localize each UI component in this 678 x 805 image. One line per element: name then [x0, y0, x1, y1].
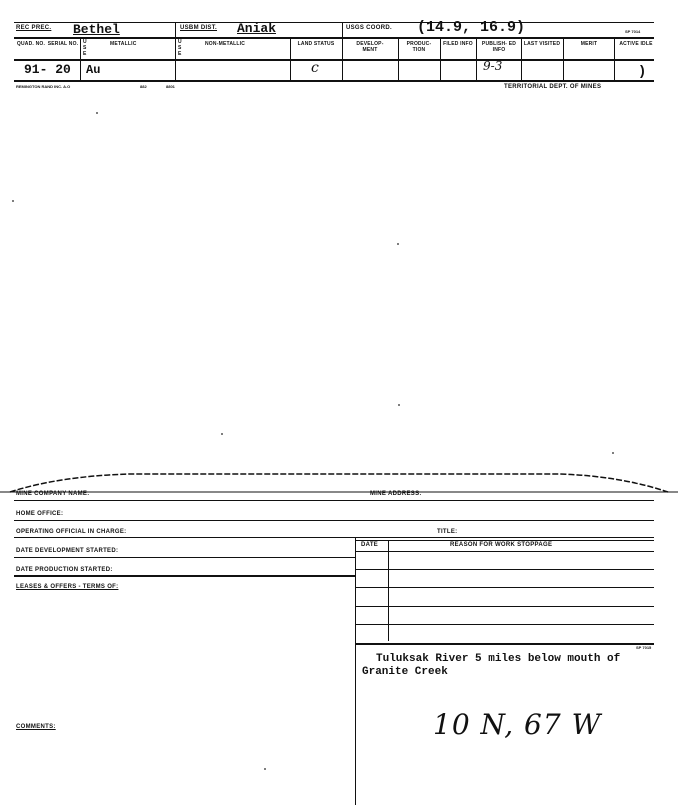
printer-credit: REMINGTON RAND INC. A.O	[16, 84, 71, 89]
scan-speck	[12, 200, 14, 202]
date-development-label: DATE DEVELOPMENT STARTED:	[16, 548, 119, 554]
scan-speck	[96, 112, 98, 114]
date-production-label: DATE PRODUCTION STARTED:	[16, 567, 113, 573]
col-quad-no: QUAD. NO.	[16, 41, 46, 47]
usbm-dist-value: Aniak	[237, 21, 277, 36]
date-column-header: DATE	[361, 542, 379, 548]
comments-label: COMMENTS:	[16, 724, 56, 730]
usgs-coord-label: USGS COORD.	[346, 25, 392, 31]
active-idle-mark: )	[640, 62, 645, 78]
quad-serial-value: 91- 20	[24, 62, 71, 77]
col-use-metallic: U S E	[83, 39, 87, 57]
col-active-idle: ACTIVE IDLE	[619, 41, 653, 47]
usbm-dist-label: USBM DIST.	[180, 25, 218, 31]
scan-speck	[264, 768, 266, 770]
scan-speck	[398, 404, 400, 406]
col-serial-no: SERIAL NO.	[47, 41, 79, 47]
leases-offers-label: LEASES & OFFERS - TERMS OF:	[16, 584, 119, 590]
col-use-nonmetallic: U S E	[178, 39, 182, 57]
operating-official-label: OPERATING OFFICIAL IN CHARGE:	[16, 529, 127, 535]
scan-speck	[612, 452, 614, 454]
mine-company-label: MINE COMPANY NAME:	[16, 491, 90, 497]
scan-speck	[221, 433, 223, 435]
col-land-status: LAND STATUS	[297, 41, 335, 47]
printer-code-1: 882	[140, 84, 147, 89]
printer-code-2: 8801	[166, 84, 175, 89]
col-production: PRODUC- TION	[406, 41, 432, 53]
title-label: TITLE:	[437, 529, 458, 535]
col-non-metallic: NON-METALLIC	[205, 41, 246, 47]
form-number-top: SP 7014	[625, 29, 641, 34]
col-last-visited: LAST VISITED	[523, 41, 561, 47]
department-name: TERRITORIAL DEPT. OF MINES	[504, 84, 602, 90]
card-edge-curve	[0, 470, 678, 495]
home-office-label: HOME OFFICE:	[16, 511, 64, 517]
handwritten-township: 10 N, 67 W	[433, 708, 602, 741]
metallic-value: Au	[86, 63, 101, 77]
land-status-value: c	[311, 60, 319, 76]
rec-prec-value: Bethel	[73, 22, 120, 37]
col-filed-info: FILED INFO	[443, 41, 473, 47]
mine-address-label: MINE ADDRESS:	[370, 491, 422, 497]
rec-prec-label: REC PREC.	[16, 25, 52, 31]
scan-speck	[397, 243, 399, 245]
col-development: DEVELOP- MENT	[356, 41, 384, 53]
form-number-bottom: SP 7015	[636, 645, 652, 650]
published-info-value: 9-3	[483, 59, 503, 73]
col-metallic: METALLIC	[110, 41, 137, 47]
reason-column-header: REASON FOR WORK STOPPAGE	[450, 542, 553, 548]
col-merit: MERIT	[580, 41, 598, 47]
usgs-coord-value: (14.9, 16.9)	[417, 19, 526, 36]
location-note: Tuluksak River 5 miles below mouth of Granite Creek	[362, 653, 621, 678]
col-published-info: PUBLISH- ED INFO	[481, 41, 517, 53]
